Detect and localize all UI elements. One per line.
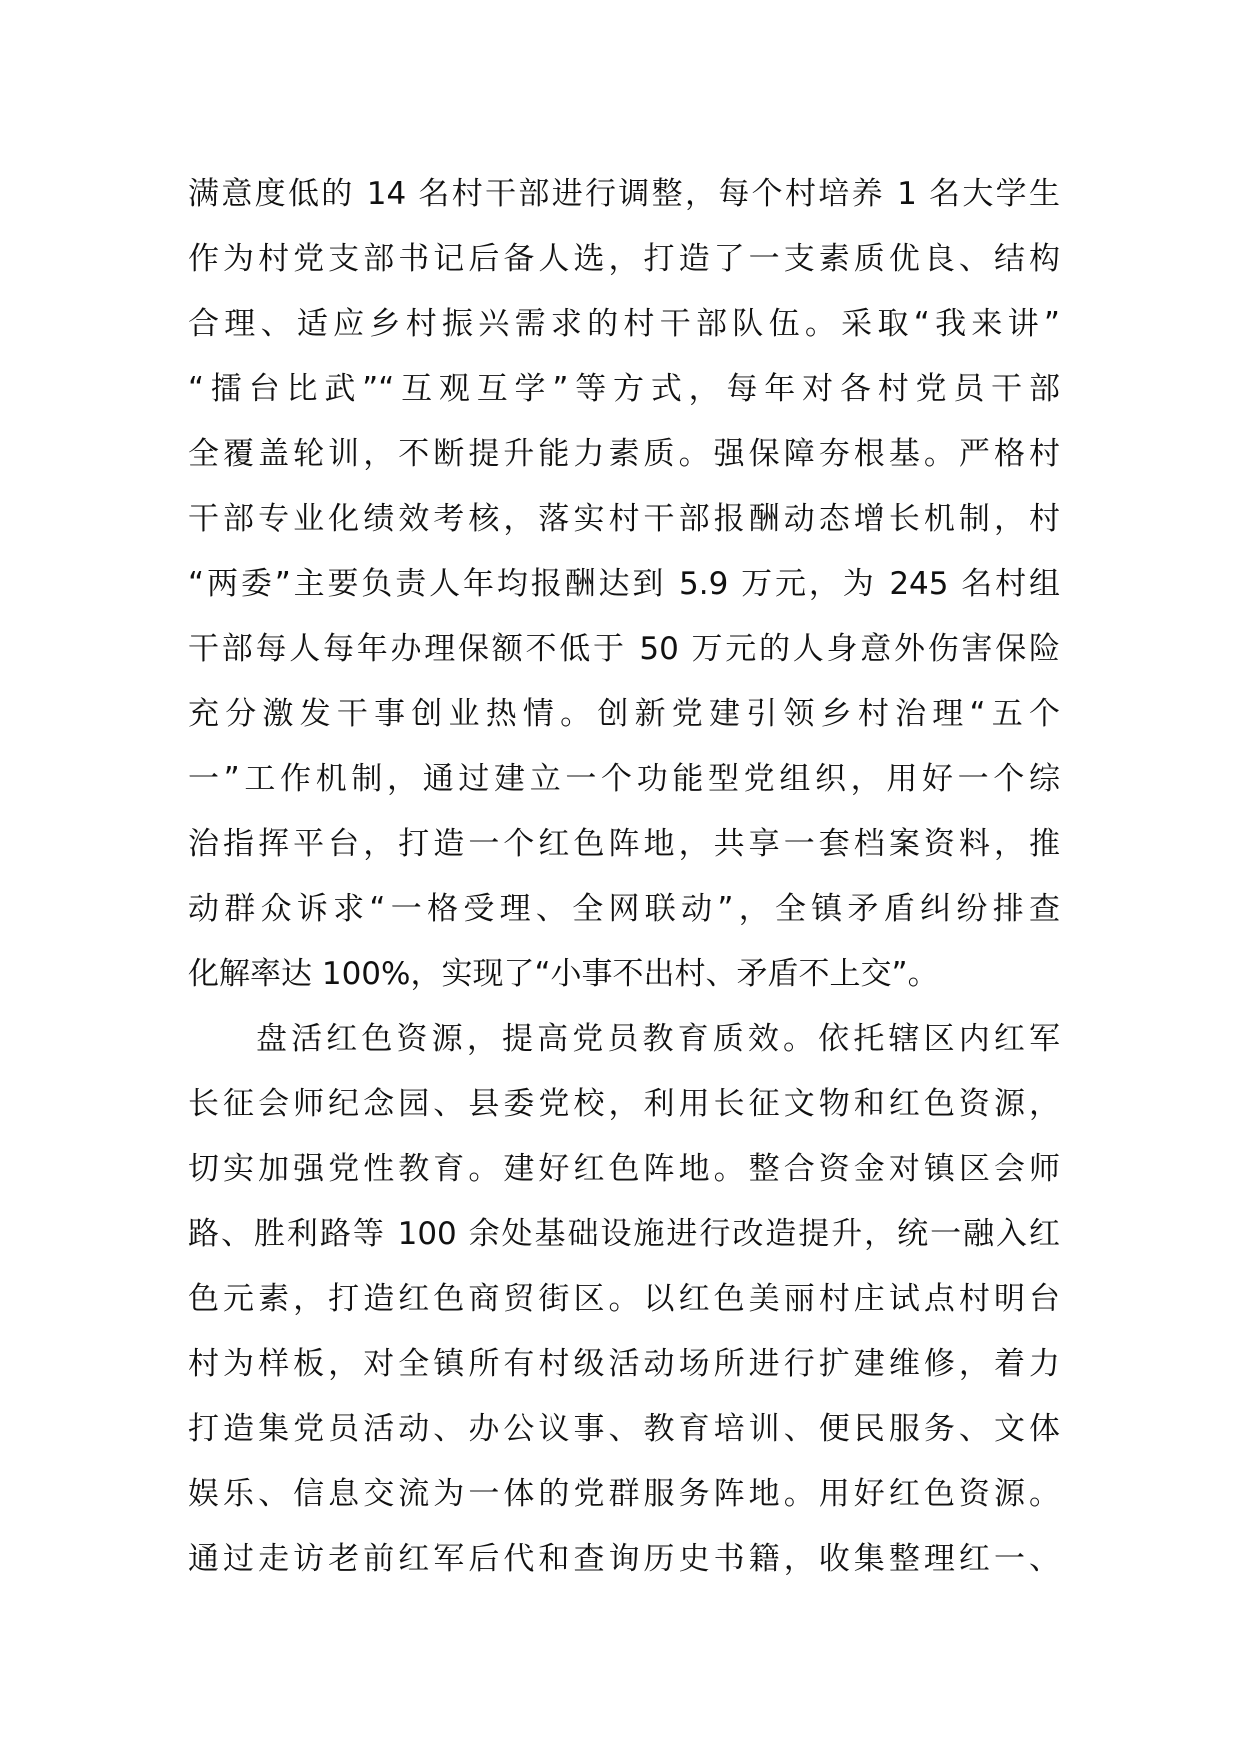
- text-line: “两委”主要负责人年均报酬达到 5.9 万元，为 245 名村组: [188, 566, 1060, 602]
- text-line: 通过走访老前红军后代和查询历史书籍，收集整理红一、: [188, 1541, 1060, 1577]
- text-line: 村为样板，对全镇所有村级活动场所进行扩建维修，着力: [188, 1346, 1060, 1382]
- text-line: 动群众诉求“一格受理、全网联动”，全镇矛盾纠纷排查: [188, 891, 1060, 927]
- text-line: 一”工作机制，通过建立一个功能型党组织，用好一个综: [188, 761, 1060, 797]
- text-line: 色元素，打造红色商贸街区。以红色美丽村庄试点村明台: [188, 1281, 1060, 1317]
- text-line: 娱乐、信息交流为一体的党群服务阵地。用好红色资源。: [188, 1476, 1060, 1512]
- text-line: 干部专业化绩效考核，落实村干部报酬动态增长机制，村: [188, 501, 1060, 537]
- text-line: 切实加强党性教育。建好红色阵地。整合资金对镇区会师: [188, 1151, 1060, 1187]
- text-line: 打造集党员活动、办公议事、教育培训、便民服务、文体: [188, 1411, 1060, 1447]
- text-line: 长征会师纪念园、县委党校，利用长征文物和红色资源，: [188, 1086, 1060, 1122]
- text-line: 路、胜利路等 100 余处基础设施进行改造提升，统一融入红: [188, 1216, 1060, 1252]
- text-line: 盘活红色资源，提高党员教育质效。依托辖区内红军: [256, 1021, 1060, 1057]
- text-line: 充分激发干事创业热情。创新党建引领乡村治理“五个: [188, 696, 1060, 732]
- text-line: 全覆盖轮训，不断提升能力素质。强保障夯根基。严格村: [188, 436, 1060, 472]
- body-text: [188, 162, 1060, 1592]
- text-line: 合理、适应乡村振兴需求的村干部队伍。采取“我来讲”: [188, 306, 1060, 342]
- text-line: 作为村党支部书记后备人选，打造了一支素质优良、结构: [188, 241, 1060, 277]
- text-line: 治指挥平台，打造一个红色阵地，共享一套档案资料，推: [188, 826, 1060, 862]
- text-line: 满意度低的 14 名村干部进行调整，每个村培养 1 名大学生: [188, 176, 1060, 212]
- text-line: 干部每人每年办理保额不低于 50 万元的人身意外伤害保险: [188, 631, 1060, 667]
- text-line: “擂台比武”“互观互学”等方式，每年对各村党员干部: [188, 371, 1060, 407]
- text-line: 化解率达 100%，实现了“小事不出村、矛盾不上交”。: [188, 956, 939, 992]
